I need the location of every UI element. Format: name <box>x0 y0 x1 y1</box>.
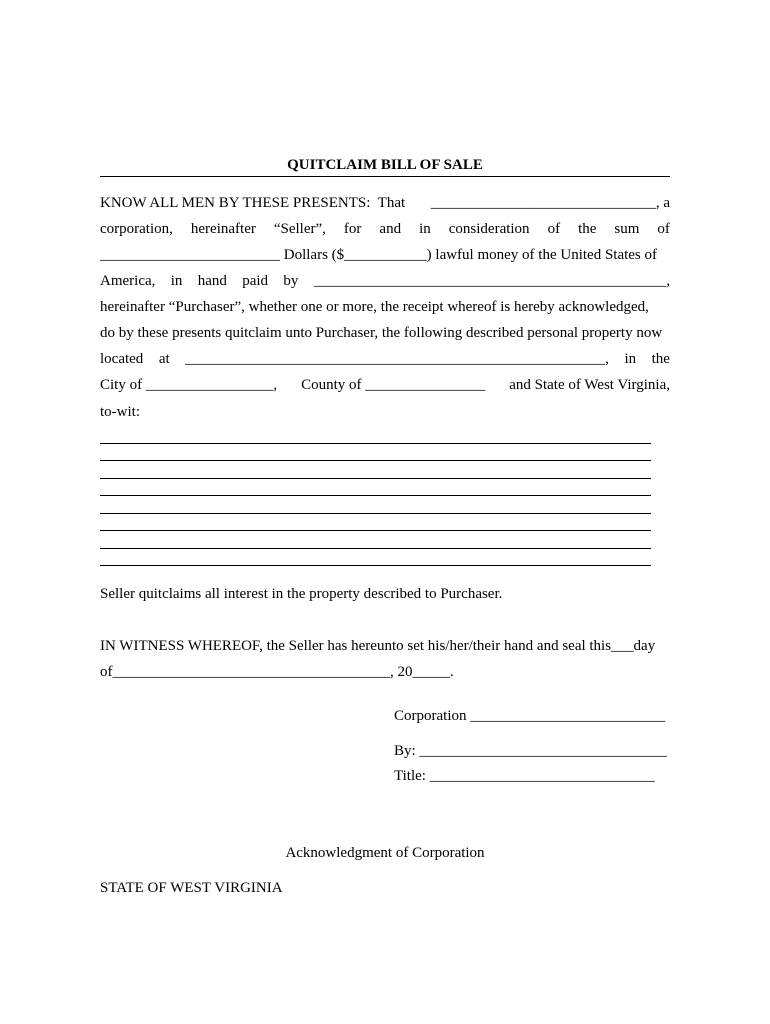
intro-text: KNOW ALL MEN BY THESE PRESENTS: That <box>100 195 406 211</box>
description-line[interactable] <box>100 530 651 531</box>
document-title: QUITCLAIM BILL OF SALE <box>287 157 483 173</box>
seller-name-blank[interactable]: ______________________________ <box>430 195 656 211</box>
line4-word: hand <box>197 273 227 289</box>
intro-suffix: , a <box>655 195 670 211</box>
line2-word: “Seller”, <box>273 221 326 237</box>
state-line: STATE OF WEST VIRGINIA <box>100 880 283 896</box>
paragraph-line-9: to-wit: <box>100 404 140 420</box>
description-line[interactable] <box>100 565 651 566</box>
title-underline <box>100 176 670 177</box>
description-line[interactable] <box>100 495 651 496</box>
paragraph-line-4 <box>100 272 670 290</box>
line2-word: in <box>419 221 431 237</box>
line7-word: at <box>158 351 170 367</box>
description-line[interactable] <box>100 460 651 461</box>
line2-word: for <box>343 221 362 237</box>
line4-word: in <box>170 273 183 289</box>
line8-word: and State of West Virginia, <box>509 377 670 393</box>
line4-word[interactable]: _______________________________________________, <box>313 273 670 289</box>
paragraph-line-5: hereinafter “Purchaser”, whether one or more, the receipt whereof is hereby acknowledged, <box>100 299 649 315</box>
line7-word: located <box>100 351 144 367</box>
line2-word: sum <box>614 221 640 237</box>
witness-line-1: IN WITNESS WHEREOF, the Seller has hereunto set his/her/their hand and seal this___day <box>100 638 656 654</box>
seller-statement: Seller quitclaims all interest in the property described to Purchaser. <box>100 586 503 602</box>
line8-word[interactable]: County of ________________ <box>301 377 486 393</box>
description-line[interactable] <box>100 513 651 514</box>
description-line[interactable] <box>100 478 651 479</box>
line7-word: the <box>651 351 670 367</box>
line7-word[interactable]: ________________________________________________________, <box>185 351 609 367</box>
line4-word: America, <box>100 273 156 289</box>
paragraph-line-2 <box>100 220 670 238</box>
line2-word: the <box>578 221 597 237</box>
line7-word: in <box>624 351 637 367</box>
witness-line-2: of_____________________________________, 20_____. <box>100 664 454 680</box>
line2-word: corporation, <box>100 221 173 237</box>
description-line[interactable] <box>100 548 651 549</box>
line8-word[interactable]: City of _________________, <box>100 377 278 393</box>
paragraph-line-1 <box>100 194 670 212</box>
line2-word: and <box>379 221 402 237</box>
line4-word: paid <box>242 273 269 289</box>
paragraph-line-6: do by these presents quitclaim unto Purchaser, the following described personal property now <box>100 325 663 341</box>
description-line[interactable] <box>100 443 651 444</box>
line4-word: by <box>283 273 299 289</box>
signature-by[interactable]: By: _________________________________ <box>394 743 667 759</box>
line2-word: of <box>547 221 561 237</box>
paragraph-line-8 <box>100 376 670 394</box>
paragraph-line-3: ________________________ Dollars ($___________) lawful money of the United States of <box>100 247 658 263</box>
line2-word: consideration <box>448 221 530 237</box>
line2-word: of <box>657 221 670 237</box>
line2-word: hereinafter <box>190 221 256 237</box>
signature-corporation[interactable]: Corporation __________________________ <box>394 708 666 724</box>
signature-title[interactable]: Title: ______________________________ <box>394 768 655 784</box>
acknowledgment-heading: Acknowledgment of Corporation <box>285 845 485 861</box>
paragraph-line-7 <box>100 350 670 368</box>
